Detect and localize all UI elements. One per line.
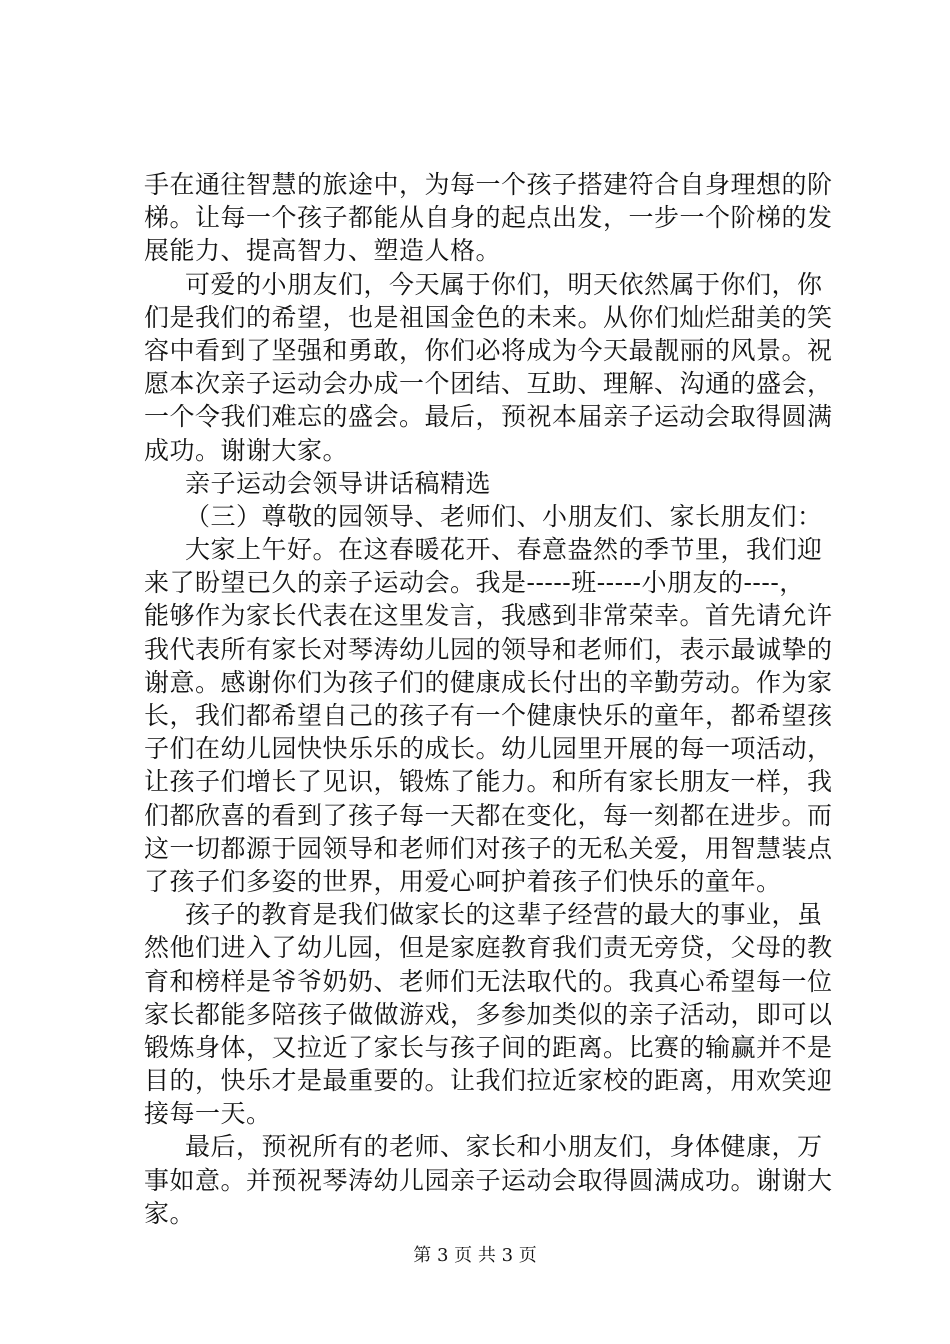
text-line: 家长都能多陪孩子做做游戏，多参加类似的亲子活动，即可以 <box>144 999 833 1029</box>
document-body <box>144 168 833 1230</box>
page-number-footer: 第 3 页 共 3 页 <box>413 1245 537 1266</box>
text-line: 然他们进入了幼儿园，但是家庭教育我们责无旁贷，父母的教 <box>144 933 833 963</box>
text-line: 们都欣喜的看到了孩子每一天都在变化，每一刻都在进步。而 <box>144 800 833 830</box>
salutation-line: （三）尊敬的园领导、老师们、小朋友们、家长朋友们： <box>185 501 823 531</box>
paragraph-start-line: 大家上午好。在这春暖花开、春意盎然的季节里，我们迎 <box>185 535 823 565</box>
text-line: 来了盼望已久的亲子运动会。我是-----班-----小朋友的----， <box>144 568 805 598</box>
text-line: 梯。让每一个孩子都能从自身的起点出发，一步一个阶梯的发 <box>144 203 833 233</box>
text-line: 谢意。感谢你们为孩子们的健康成长付出的辛勤劳动。作为家 <box>144 667 833 697</box>
text-line: 长，我们都希望自己的孩子有一个健康快乐的童年，都希望孩 <box>144 701 833 730</box>
section-heading: 亲子运动会领导讲话稿精选 <box>185 468 492 498</box>
text-line: 让孩子们增长了见识，锻炼了能力。和所有家长朋友一样，我 <box>144 767 833 797</box>
text-line: 成功。谢谢大家。 <box>144 435 349 465</box>
paragraph-start-line: 孩子的教育是我们做家长的这辈子经营的最大的事业，虽 <box>185 900 823 930</box>
text-line: 展能力、提高智力、塑造人格。 <box>144 236 502 266</box>
text-line: 们是我们的希望，也是祖国金色的未来。从你们灿烂甜美的笑 <box>144 302 833 332</box>
text-line: 家。 <box>144 1198 196 1228</box>
text-line: 事如意。并预祝琴涛幼儿园亲子运动会取得圆满成功。谢谢大 <box>144 1165 833 1195</box>
text-line: 一个令我们难忘的盛会。最后，预祝本届亲子运动会取得圆满 <box>144 402 833 432</box>
paragraph-start-line: 最后，预祝所有的老师、家长和小朋友们，身体健康，万 <box>185 1132 823 1162</box>
text-line: 了孩子们多姿的世界，用爱心呵护着孩子们快乐的童年。 <box>144 866 782 896</box>
text-line: 子们在幼儿园快快乐乐的成长。幼儿园里开展的每一项活动， <box>144 734 833 764</box>
text-line: 愿本次亲子运动会办成一个团结、互助、理解、沟通的盛会， <box>144 369 833 399</box>
text-line: 育和榜样是爷爷奶奶、老师们无法取代的。我真心希望每一位 <box>144 966 833 996</box>
text-line: 这一切都源于园领导和老师们对孩子的无私关爱，用智慧装点 <box>144 833 833 863</box>
text-line: 手在通往智慧的旅途中，为每一个孩子搭建符合自身理想的阶 <box>144 170 833 199</box>
text-line: 锻炼身体，又拉近了家长与孩子间的距离。比赛的输赢并不是 <box>144 1032 833 1062</box>
text-line: 能够作为家长代表在这里发言，我感到非常荣幸。首先请允许 <box>144 601 833 631</box>
text-line: 容中看到了坚强和勇敢，你们必将成为今天最靓丽的风景。祝 <box>144 335 833 365</box>
paragraph-start-line: 可爱的小朋友们，今天属于你们，明天依然属于你们，你 <box>185 269 823 299</box>
text-line: 我代表所有家长对琴涛幼儿园的领导和老师们，表示最诚挚的 <box>144 634 833 664</box>
text-line: 目的，快乐才是最重要的。让我们拉近家校的距离，用欢笑迎 <box>144 1066 833 1096</box>
text-line: 接每一天。 <box>144 1099 272 1129</box>
